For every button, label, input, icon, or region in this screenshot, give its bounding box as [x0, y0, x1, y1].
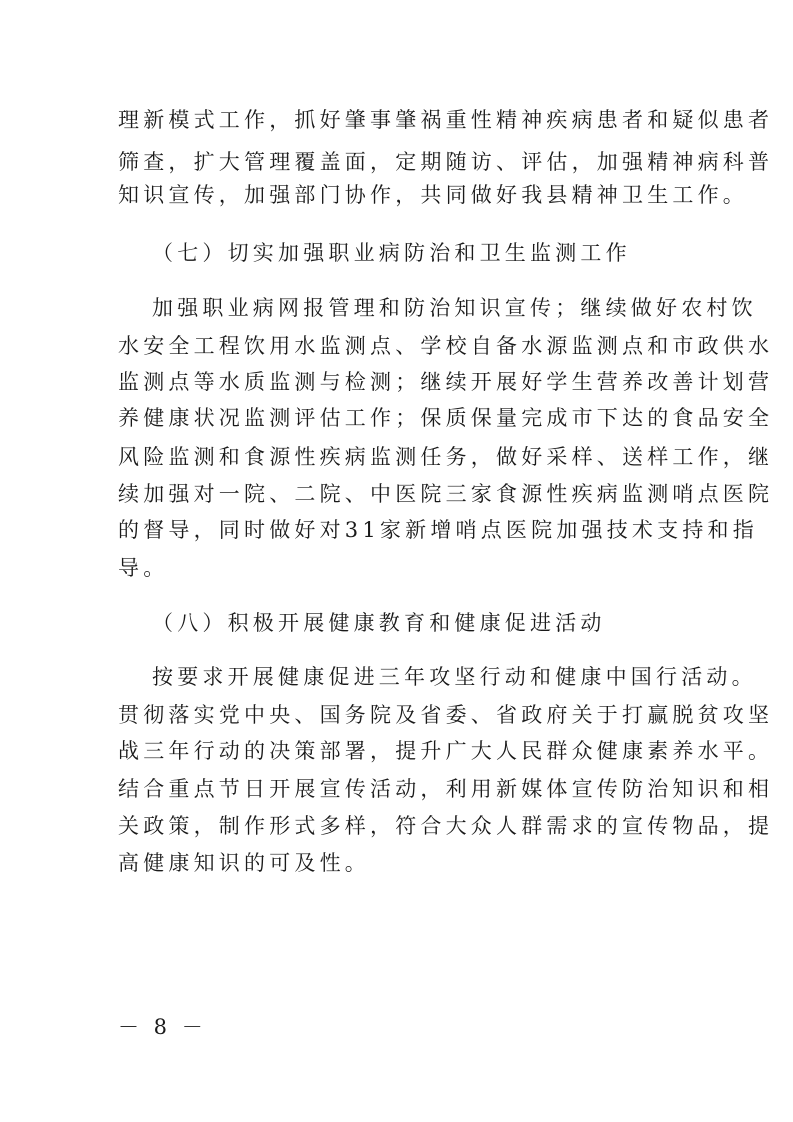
section-heading-8: （八）积极开展健康教育和健康促进活动: [152, 611, 606, 635]
paragraph-line: 的督导，同时做好对31家新增哨点医院加强技术支持和指: [118, 518, 758, 542]
paragraph-line: 按要求开展健康促进三年攻坚行动和健康中国行活动。: [152, 665, 757, 689]
paragraph-line: 筛查，扩大管理覆盖面，定期随访、评估，加强精神病科普: [118, 150, 774, 174]
paragraph-line: 结合重点节日开展宣传活动，利用新媒体宣传防治知识和相: [118, 777, 774, 801]
paragraph-line: 高健康知识的可及性。: [118, 851, 370, 875]
paragraph-line: 战三年行动的决策部署，提升广大人民群众健康素养水平。: [118, 739, 774, 763]
paragraph-line: 监测点等水质监测与检测；继续开展好学生营养改善计划营: [118, 370, 774, 394]
paragraph-line: 导。: [118, 556, 169, 580]
paragraph-line: 关政策，制作形式多样，符合大众人群需求的宣传物品，提: [118, 814, 774, 838]
page-number: － 8 －: [118, 1015, 207, 1039]
paragraph-line: 风险监测和食源性疾病监测任务，做好采样、送样工作，继: [118, 445, 774, 469]
paragraph-line: 加强职业病网报管理和防治知识宣传；继续做好农村饮: [152, 296, 757, 320]
paragraph-line: 续加强对一院、二院、中医院三家食源性疾病监测哨点医院: [118, 482, 774, 506]
paragraph-line: 知识宣传，加强部门协作，共同做好我县精神卫生工作。: [118, 183, 748, 207]
section-heading-7: （七）切实加强职业病防治和卫生监测工作: [152, 241, 631, 265]
paragraph-line: 贯彻落实党中央、国务院及省委、省政府关于打赢脱贫攻坚: [118, 703, 774, 727]
paragraph-line: 养健康状况监测评估工作；保质保量完成市下达的食品安全: [118, 406, 774, 430]
paragraph-line: 理新模式工作，抓好肇事肇祸重性精神疾病患者和疑似患者: [118, 108, 774, 132]
paragraph-line: 水安全工程饮用水监测点、学校自备水源监测点和市政供水: [118, 334, 774, 358]
